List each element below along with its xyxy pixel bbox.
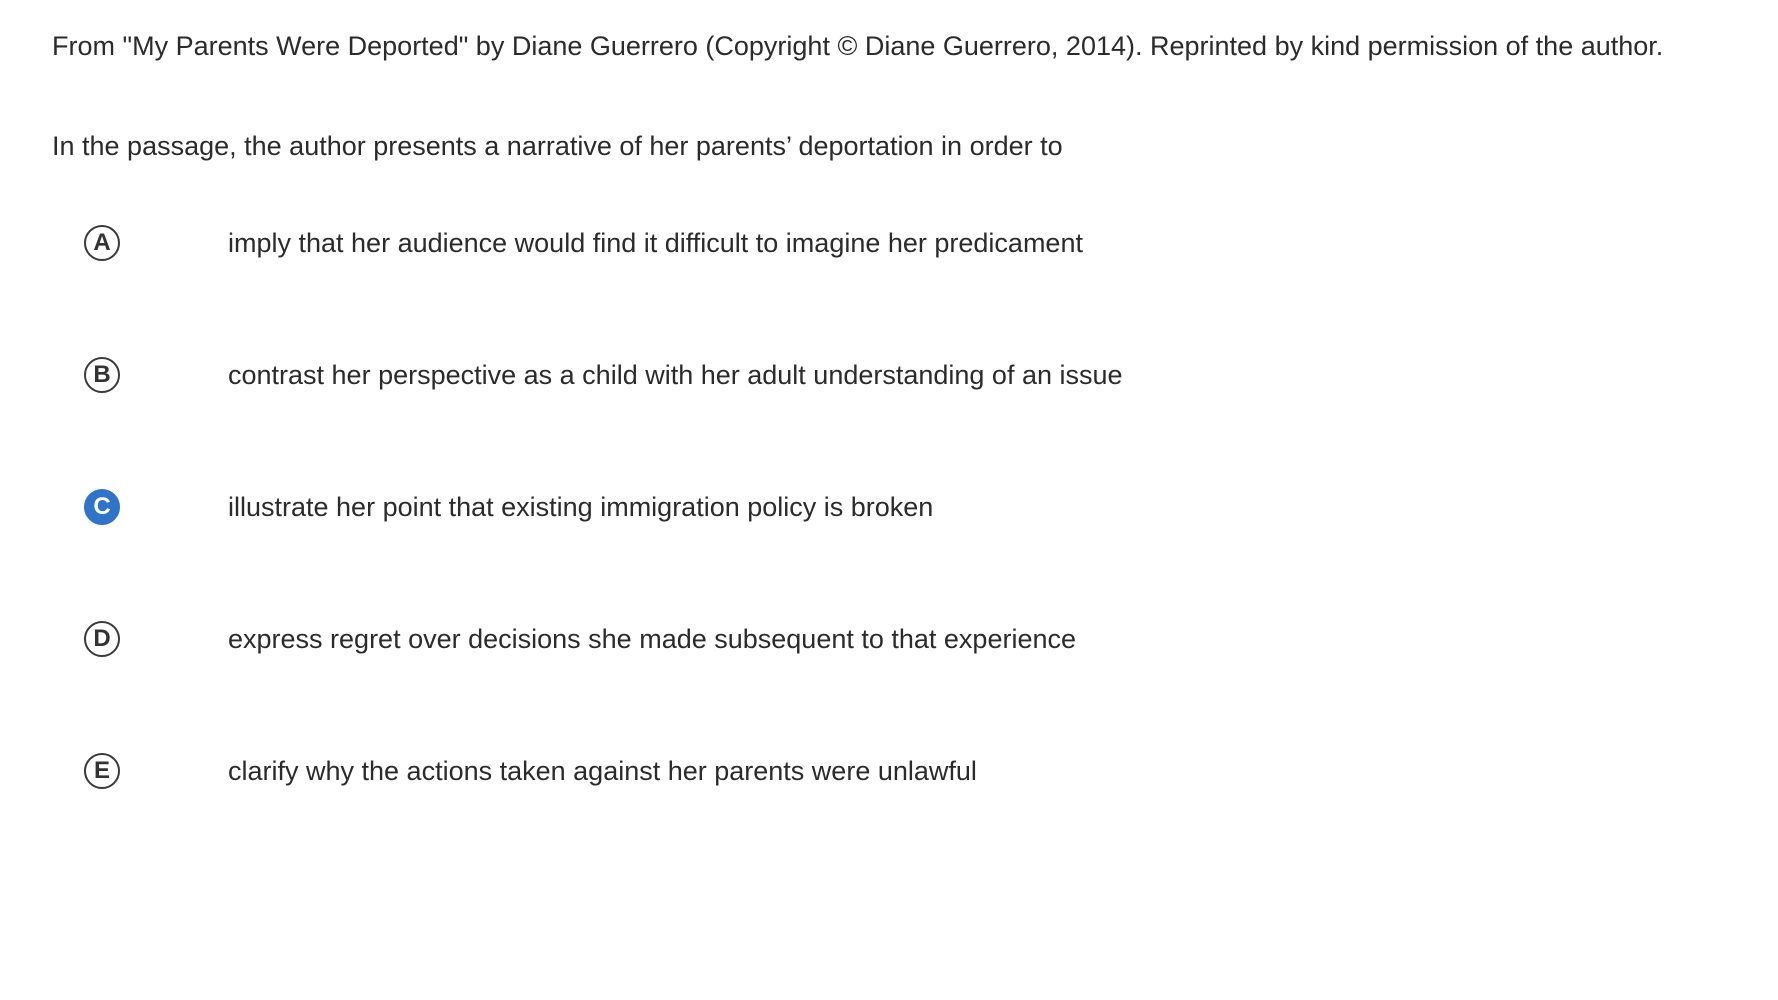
source-citation: From "My Parents Were Deported" by Diane Guerrero (Copyright © Diane Guerrero, 2014). Reprinted by kind permission of the author. — [52, 31, 1664, 61]
choice-b-bubble[interactable]: B — [84, 357, 120, 393]
choice-d-bubble[interactable]: D — [84, 621, 120, 657]
choice-d[interactable] — [84, 614, 1076, 664]
choice-b[interactable] — [84, 350, 1123, 400]
choice-d-text: express regret over decisions she made subsequent to that experience — [228, 624, 1076, 654]
choice-a-text: imply that her audience would find it difficult to imagine her predicament — [228, 228, 1083, 258]
choice-a-bubble[interactable]: A — [84, 225, 120, 261]
question-prompt: In the passage, the author presents a narrative of her parents’ deportation in order to — [52, 131, 1063, 161]
choice-e-bubble[interactable]: E — [84, 753, 120, 789]
choice-b-text: contrast her perspective as a child with her adult understanding of an issue — [228, 360, 1123, 390]
choice-e-text: clarify why the actions taken against her parents were unlawful — [228, 756, 977, 786]
choice-c-text: illustrate her point that existing immigration policy is broken — [228, 492, 934, 522]
choice-e[interactable] — [84, 746, 977, 796]
choice-a[interactable] — [84, 218, 1083, 268]
choice-c-bubble[interactable]: C — [84, 489, 120, 525]
choice-c[interactable] — [84, 482, 933, 532]
